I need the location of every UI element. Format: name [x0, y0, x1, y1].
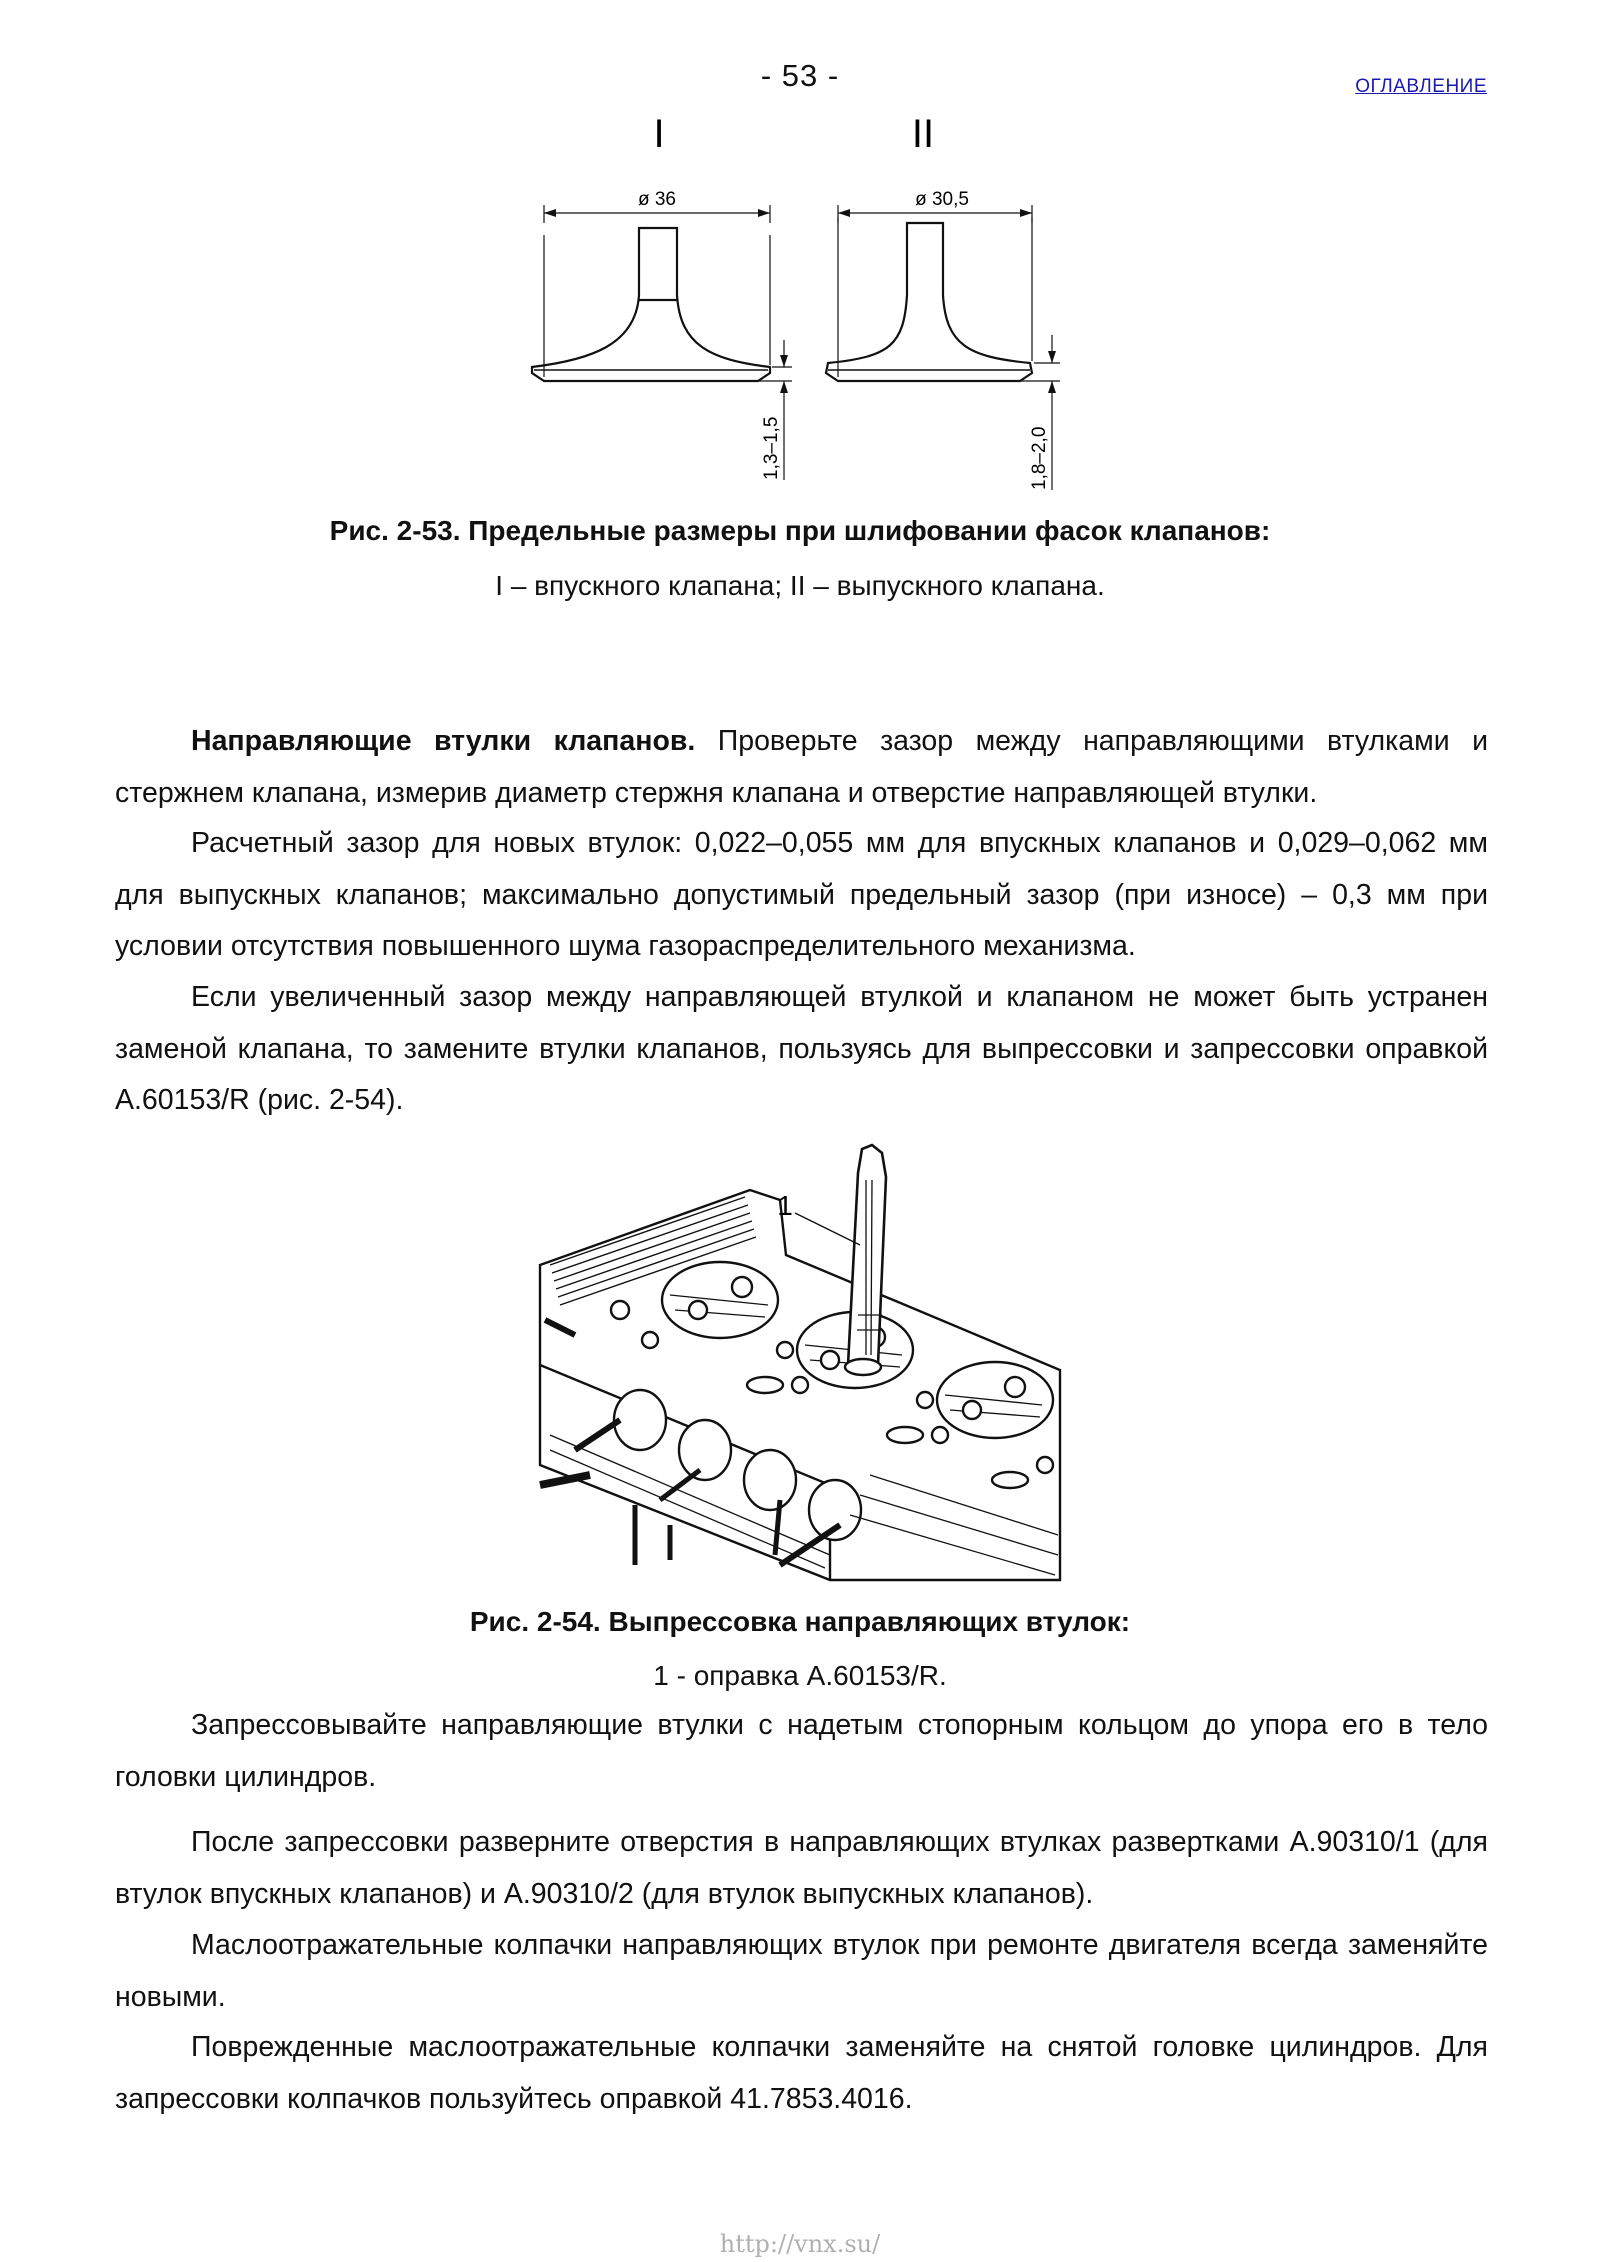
page-number: - 53 - — [760, 58, 840, 93]
diameter-30-5-label: ø 30,5 — [915, 189, 969, 210]
tool-callout-label: 1 — [777, 1190, 793, 1221]
diameter-36-label: ø 36 — [637, 189, 677, 210]
valve-ii-label: II — [911, 112, 935, 156]
cylinder-head-figure — [530, 1135, 1070, 1585]
section-paragraph-7: Поврежденные маслоотражательные колпачки заменяйте на снятой головке цилиндров. Для запрессовки колпачков пользуйтесь оправкой 41.7853.4016. — [115, 2031, 1488, 2115]
figure-2-54-caption: Рис. 2-54. Выпрессовка направляющих втулок: — [469, 1606, 1131, 1637]
section-paragraph-4: Запрессовывайте направляющие втулки с надетым стопорным кольцом до упора его в тело головки цилиндров. — [115, 1709, 1488, 1793]
toc-link[interactable]: ОГЛАВЛЕНИЕ — [1355, 76, 1487, 97]
section-paragraph-2: Расчетный зазор для новых втулок: 0,022–0,055 мм для впускных клапанов и 0,029–0,062 мм для выпускных клапанов; максимально допустимый предельный зазор (при износе) – 0,3 мм при условии отсутствия повышенного шума газораспределительного механизма. — [115, 827, 1488, 962]
figure-2-54-subcaption: 1 - оправка А.60153/R. — [653, 1660, 947, 1691]
valve-i-label: I — [653, 112, 665, 156]
footer-url[interactable]: http://vnx.su/ — [719, 2230, 881, 2258]
figure-2-53-caption: Рис. 2-53. Предельные размеры при шлифовании фасок клапанов: — [329, 515, 1271, 546]
section-heading: Направляющие втулки клапанов. — [191, 725, 696, 757]
valve-dimensions-figure — [520, 105, 1080, 500]
section-paragraph-3: Если увеличенный зазор между направляющей втулкой и клапаном не может быть устранен заменой клапана, то замените втулки клапанов, пользуясь для выпрессовки и запрессовки оправкой А.60153/R (рис. 2-54). — [115, 981, 1488, 1116]
height-1-3-label: 1,3–1,5 — [761, 416, 782, 480]
section-paragraph-6: Маслоотражательные колпачки направляющих втулок при ремонте двигателя всегда заменяйте новыми. — [115, 1929, 1488, 2013]
section-paragraph-1 — [115, 716, 1488, 819]
paragraph-1-text: Проверьте зазор между направляющими втулками и стержнем клапана, измерив диаметр стержня клапана и отверстие направляющей втулки. — [115, 725, 1488, 809]
height-1-8-label: 1,8–2,0 — [1029, 426, 1050, 490]
section-paragraph-5: После запрессовки разверните отверстия в направляющих втулках развертками А.90310/1 (для втулок впускных клапанов) и А.90310/2 (для втулок выпускных клапанов). — [115, 1826, 1488, 1910]
figure-2-53-subcaption: I – впускного клапана; II – выпускного клапана. — [495, 570, 1105, 601]
